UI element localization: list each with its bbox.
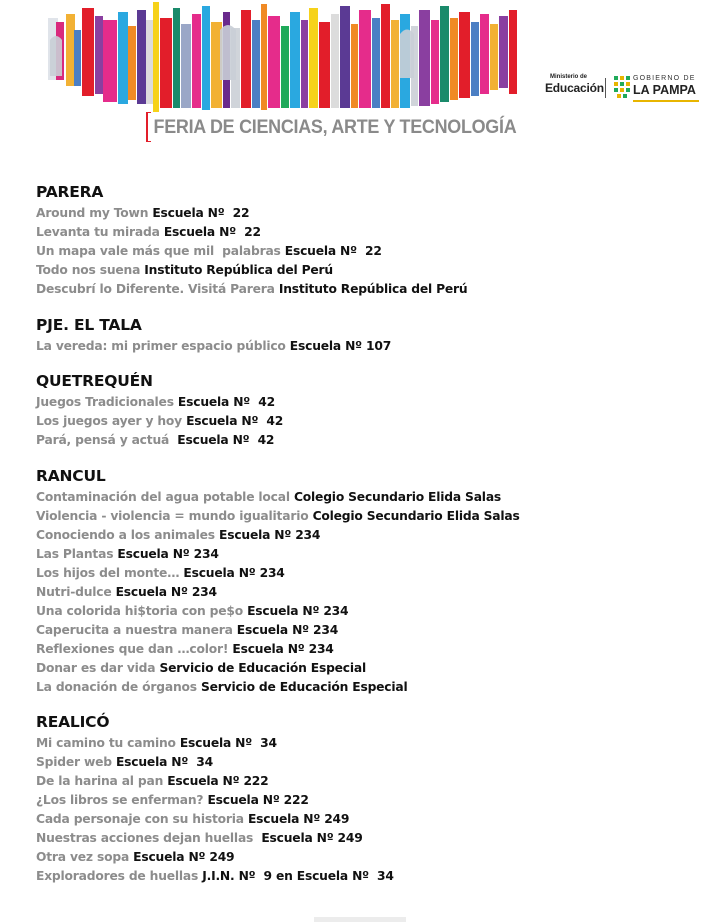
locality-heading: RANCUL: [36, 466, 106, 485]
project-title: Nutri-dulce: [36, 584, 112, 599]
project-entry: [36, 734, 706, 753]
school-name: Escuela Nº 234: [232, 641, 334, 656]
school-name: Servicio de Educación Especial: [200, 679, 408, 694]
project-title: Un mapa vale más que mil palabras: [36, 244, 281, 258]
la-pampa-emblem-icon: [613, 74, 631, 102]
project-title: Violencia - violencia = mundo igualitario: [36, 508, 309, 523]
logo-divider: [605, 78, 606, 98]
locality-heading: PJE. EL TALA: [36, 315, 142, 334]
school-name: Escuela Nº 249: [247, 812, 350, 826]
school-name: Escuela Nº 234: [115, 584, 217, 599]
project-title: Descubrí lo Diferente. Visitá Parera: [36, 282, 275, 296]
project-entry: [36, 678, 706, 697]
school-name: Colegio Secundario Elida Salas: [293, 489, 502, 504]
project-entry: [36, 223, 706, 242]
ministry-label: Educación: [545, 81, 604, 95]
project-entry: [36, 526, 706, 545]
project-entry: [36, 488, 706, 507]
project-entry: [36, 848, 706, 867]
project-title: Donar es dar vida: [36, 660, 156, 675]
project-entry: [36, 753, 706, 772]
project-entry: [36, 583, 706, 602]
project-title: De la harina al pan: [36, 774, 164, 788]
locality-section: [36, 371, 706, 450]
project-title: Around my Town: [36, 206, 149, 220]
school-name: Escuela Nº 234: [183, 565, 285, 580]
colored-bars: [48, 2, 517, 112]
project-title: Una colorida hi$toria con pe$o: [36, 603, 244, 618]
school-name: Escuela Nº 22: [152, 206, 250, 220]
project-entry: [36, 280, 706, 299]
school-name: Escuela Nº 234: [236, 622, 339, 637]
project-title: Cada personaje con su historia: [36, 812, 244, 826]
project-entry: [36, 261, 706, 280]
project-entry: [36, 564, 706, 583]
government-underline: [633, 100, 699, 102]
project-title: Reflexiones que dan …color!: [36, 641, 229, 656]
project-entry: [36, 431, 706, 450]
school-name: Escuela Nº 22: [284, 244, 382, 258]
school-name: Colegio Secundario Elida Salas: [312, 508, 520, 523]
government-label: LA PAMPA: [633, 83, 696, 97]
project-title: Spider web: [36, 755, 112, 769]
locality-heading: PARERA: [36, 183, 104, 201]
project-entry: [36, 810, 706, 829]
project-title: Conociendo a los animales: [36, 527, 215, 542]
project-title: Levanta tu mirada: [36, 225, 160, 239]
project-title: Juegos Tradicionales: [36, 395, 174, 409]
locality-section: [36, 712, 706, 886]
project-entry: [36, 412, 706, 431]
school-name: Escuela Nº 42: [186, 414, 284, 428]
project-title: ¿Los libros se enferman?: [36, 793, 204, 807]
project-entry: [36, 242, 706, 261]
project-entry: [36, 621, 706, 640]
project-entry: [36, 545, 706, 564]
project-entry: [36, 393, 706, 412]
project-title: Las Plantas: [36, 546, 114, 561]
project-entry: [36, 867, 706, 886]
project-entry: [36, 507, 706, 526]
school-name: Escuela Nº 107: [289, 338, 392, 353]
school-name: Instituto República del Perú: [278, 282, 468, 296]
project-title: La donación de órganos: [36, 679, 197, 694]
project-title: Caperucita a nuestra manera: [36, 622, 233, 637]
locality-heading: QUETREQUÉN: [36, 372, 153, 390]
institution-logos: [545, 72, 705, 108]
school-name: Escuela Nº 22: [163, 225, 261, 239]
project-title: Los hijos del monte…: [36, 565, 180, 580]
project-list: [36, 182, 706, 902]
ministry-label-small: Ministerio de: [550, 74, 588, 80]
school-name: Instituto República del Perú: [144, 263, 333, 277]
project-title: Exploradores de huellas: [36, 869, 199, 883]
project-entry: [36, 640, 706, 659]
project-title: Todo nos suena: [36, 263, 141, 277]
project-title: Contaminación del agua potable local: [36, 489, 290, 504]
school-name: Escuela Nº 42: [177, 433, 275, 447]
project-entry: [36, 829, 706, 848]
school-name: Escuela Nº 34: [115, 755, 213, 769]
locality-heading: REALICÓ: [36, 713, 110, 731]
locality-section: [36, 466, 706, 697]
project-title: Nuestras acciones dejan huellas: [36, 831, 258, 845]
project-entry: [36, 659, 706, 678]
project-title: Pará, pensá y actuá: [36, 433, 174, 447]
school-name: Escuela Nº 222: [207, 793, 309, 807]
school-name: Escuela Nº 234: [117, 546, 219, 561]
school-name: Escuela Nº 34: [179, 736, 277, 750]
school-name: Escuela Nº 234: [247, 603, 349, 618]
project-entry: [36, 772, 706, 791]
locality-section: [36, 315, 706, 356]
locality-section: [36, 182, 706, 299]
school-name: Escuela Nº 234: [219, 527, 321, 542]
project-entry: [36, 204, 706, 223]
project-entry: [36, 337, 706, 356]
school-name: Escuela Nº 42: [177, 395, 275, 409]
project-title: Mi camino tu camino: [36, 736, 176, 750]
school-name: Servicio de Educación Especial: [159, 660, 367, 675]
government-label-small: GOBIERNO DE: [633, 75, 696, 82]
project-title: La vereda: mi primer espacio público: [36, 338, 286, 353]
banner-title: FERIA DE CIENCIAS, ARTE Y TECNOLOGÍA: [148, 113, 522, 141]
project-entry: [36, 602, 706, 621]
project-title: Los juegos ayer y hoy: [36, 414, 182, 428]
page-scroll-indicator: [314, 917, 406, 922]
school-name: Escuela Nº 249: [133, 850, 235, 864]
project-entry: [36, 791, 706, 810]
school-name: J.I.N. Nº 9 en Escuela Nº 34: [202, 869, 394, 883]
school-name: Escuela Nº 222: [167, 774, 269, 788]
project-title: Otra vez sopa: [36, 850, 130, 864]
school-name: Escuela Nº 249: [261, 831, 363, 845]
